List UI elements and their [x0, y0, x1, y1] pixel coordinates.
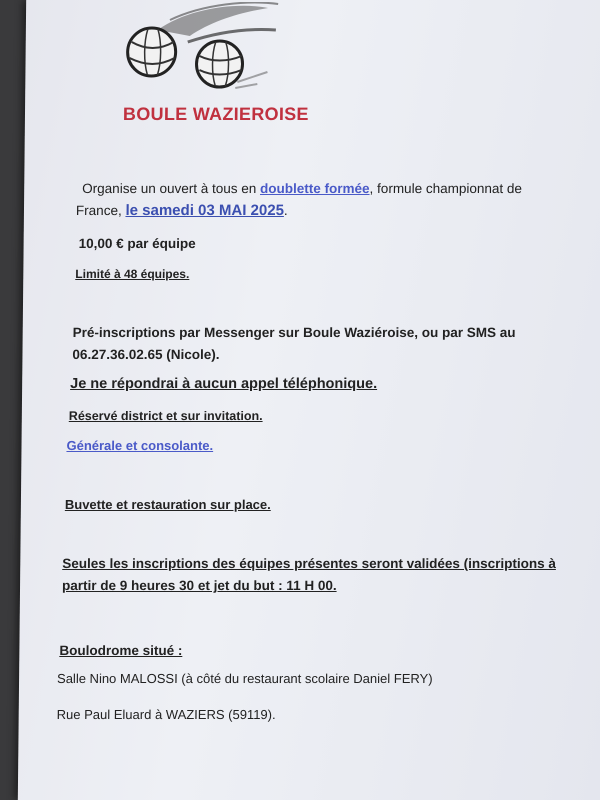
categories: Générale et consolante.: [66, 438, 214, 453]
venue-heading: Boulodrome situé :: [59, 643, 183, 658]
format-highlight: doublette formée: [260, 181, 370, 196]
intro-paragraph: [75, 178, 600, 222]
event-date: le samedi 03 MAI 2025: [125, 202, 285, 219]
intro-end: .: [283, 203, 288, 218]
validation-notice: [62, 553, 600, 597]
validation-line-1: Seules les inscriptions des équipes présentes seront validées (inscriptions à: [62, 556, 557, 571]
petanque-balls-icon: [117, 2, 288, 94]
refreshments: Buvette et restauration sur place.: [64, 497, 271, 512]
reserved-notice: Réservé district et sur invitation.: [68, 409, 263, 423]
preinscription-line-1: Pré-inscriptions par Messenger sur Boule Waziéroise, ou par SMS au: [72, 325, 516, 340]
club-title: BOULE WAZIEROISE: [122, 104, 309, 124]
intro-text-3: France,: [75, 203, 122, 218]
venue-line-1: Salle Nino MALOSSI (à côté du restaurant scolaire Daniel FERY): [57, 671, 433, 686]
flyer-paper: [18, 0, 600, 800]
validation-line-2: partir de 9 heures 30 et jet du but : 11 H 00.: [61, 578, 337, 593]
venue-line-2: Rue Paul Eluard à WAZIERS (59119).: [56, 707, 276, 722]
preinscription-line-2: 06.27.36.02.65 (Nicole).: [72, 347, 220, 362]
intro-text: Organise un ouvert à tous en: [82, 181, 257, 196]
preinscription-info: [72, 322, 600, 366]
price: 10,00 € par équipe: [78, 236, 196, 251]
intro-text-2: , formule championnat de: [369, 181, 523, 196]
no-calls-notice: Je ne répondrai à aucun appel téléphonique.: [70, 376, 378, 392]
team-limit: Limité à 48 équipes.: [75, 267, 190, 281]
